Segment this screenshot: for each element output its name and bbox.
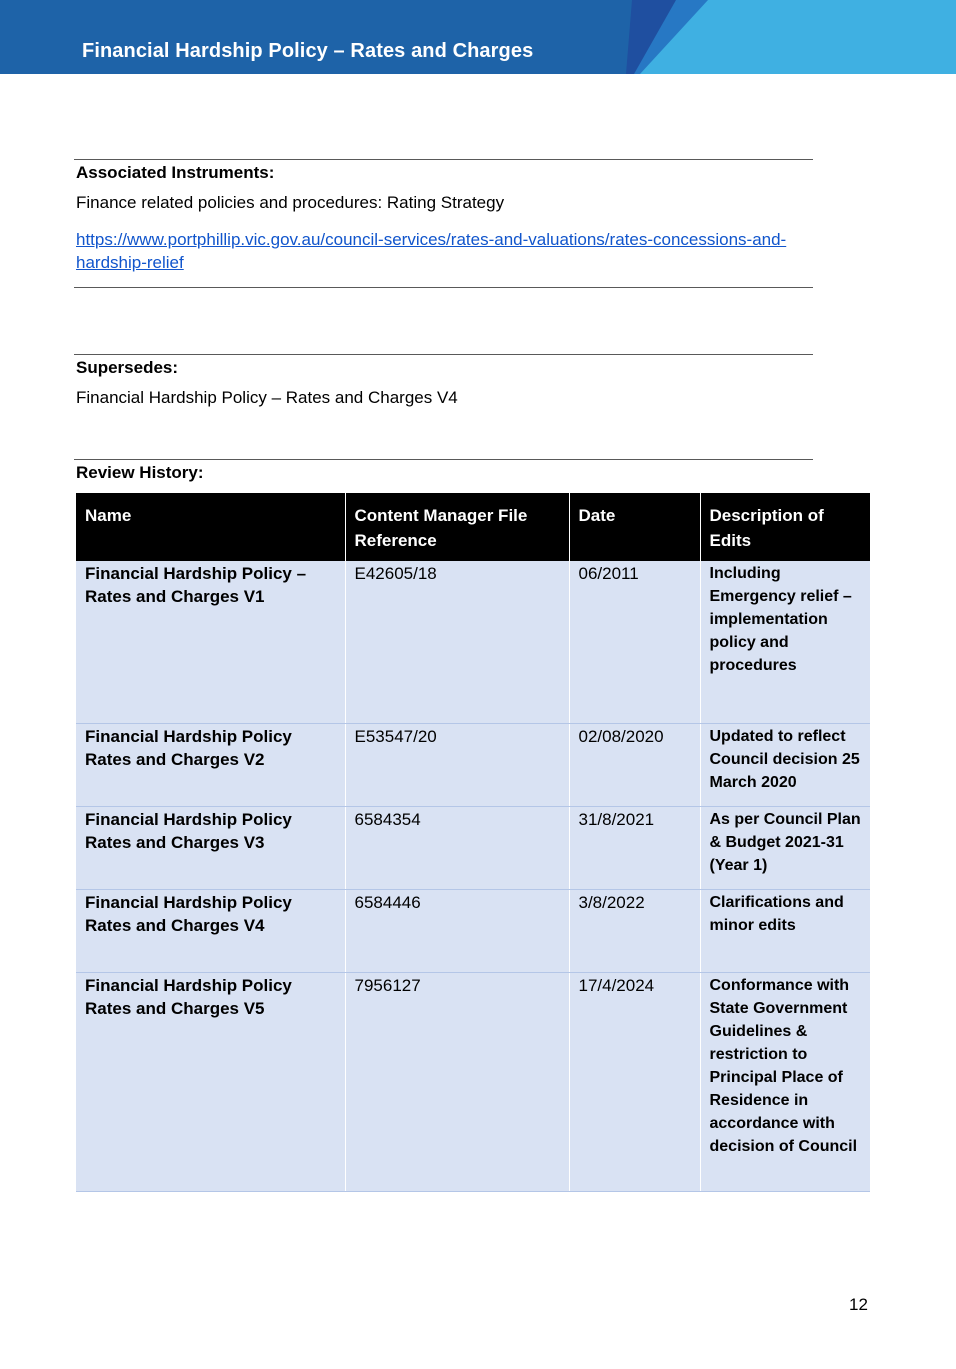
row-reference: 7956127: [345, 972, 569, 1191]
row-name: Financial Hardship Policy Rates and Charges V5: [76, 972, 345, 1191]
page-header: [0, 0, 956, 74]
review-history-label: Review History:: [76, 463, 204, 482]
row-name: Financial Hardship Policy Rates and Charges V4: [76, 889, 345, 972]
table-header-row: [76, 493, 870, 561]
table-row: [76, 889, 870, 972]
review-history-table: [76, 493, 870, 1192]
supersedes-label: Supersedes:: [76, 358, 179, 377]
row-description: Clarifications and minor edits: [700, 889, 870, 972]
row-date: 02/08/2020: [569, 723, 700, 806]
table-row: [76, 972, 870, 1191]
row-reference: E42605/18: [345, 561, 569, 723]
row-reference: E53547/20: [345, 723, 569, 806]
row-description: Including Emergency relief – implementation policy and procedures: [700, 561, 870, 723]
column-header-date: Date: [569, 493, 700, 561]
table-row: [76, 561, 870, 723]
column-header-name: Name: [76, 493, 345, 561]
page-number: 12: [849, 1295, 868, 1314]
row-date: 17/4/2024: [569, 972, 700, 1191]
row-name: Financial Hardship Policy Rates and Charges V2: [76, 723, 345, 806]
row-date: 3/8/2022: [569, 889, 700, 972]
row-name: Financial Hardship Policy Rates and Charges V3: [76, 806, 345, 889]
row-description: As per Council Plan & Budget 2021-31 (Year 1): [700, 806, 870, 889]
section-divider: [74, 287, 813, 288]
row-reference: 6584354: [345, 806, 569, 889]
table-row: [76, 806, 870, 889]
section-divider: [74, 159, 813, 160]
row-name: Financial Hardship Policy – Rates and Charges V1: [76, 561, 345, 723]
rates-hardship-relief-link[interactable]: https://www.portphillip.vic.gov.au/council-services/rates-and-valuations/rates-concessions-and-hardship-relief: [76, 230, 787, 272]
column-header-description: Description of Edits: [700, 493, 870, 561]
row-description: Updated to reflect Council decision 25 March 2020: [700, 723, 870, 806]
table-row: [76, 723, 870, 806]
section-divider: [74, 354, 813, 355]
row-reference: 6584446: [345, 889, 569, 972]
row-date: 06/2011: [569, 561, 700, 723]
supersedes-text: Financial Hardship Policy – Rates and Charges V4: [76, 388, 458, 407]
associated-instruments-label: Associated Instruments:: [76, 163, 275, 182]
section-divider: [74, 459, 813, 460]
associated-instruments-text: Finance related policies and procedures: Rating Strategy: [76, 193, 505, 212]
header-title: Financial Hardship Policy – Rates and Charges: [82, 40, 534, 62]
row-date: 31/8/2021: [569, 806, 700, 889]
column-header-reference: Content Manager File Reference: [345, 493, 569, 561]
row-description: Conformance with State Government Guidelines & restriction to Principal Place of Residence in accordance with decision of Council: [700, 972, 870, 1191]
